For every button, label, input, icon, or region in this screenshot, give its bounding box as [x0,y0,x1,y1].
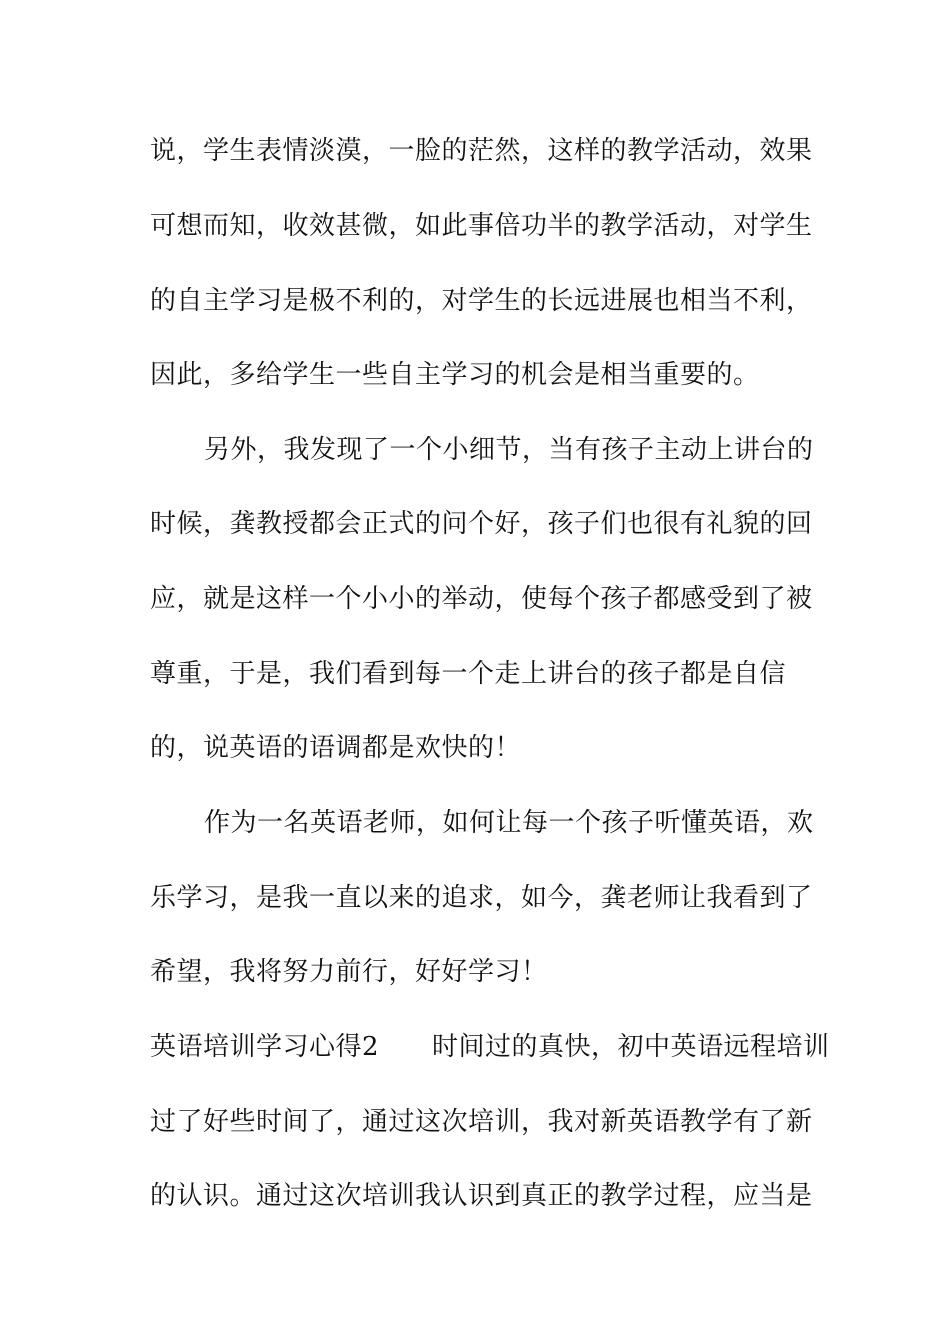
text-line: 因此，多给学生一些自主学习的机会是相当重要的。 [150,360,760,390]
text-line: 应，就是这样一个小小的举动，使每个孩子都感受到了被 [150,584,813,614]
text-line: 说，学生表情淡漠，一脸的茫然，这样的教学活动，效果 [150,136,813,166]
text-line: 的，说英语的语调都是欢快的！ [150,733,522,763]
text-line: 尊重，于是，我们看到每一个走上讲台的孩子都是自信 [150,659,787,689]
text-line: 乐学习，是我一直以来的追求，如今，龚老师让我看到了 [150,883,813,913]
text-line: 的认识。通过这次培训我认识到真正的教学过程，应当是 [150,1181,813,1211]
section-heading-line: 英语培训学习心得2 时间过的真快，初中英语远程培训 [150,1032,830,1062]
text-line: 的自主学习是极不利的，对学生的长远进展也相当不利， [150,286,813,316]
text-line: 过了好些时间了，通过这次培训，我对新英语教学有了新 [150,1107,813,1137]
text-line: 希望，我将努力前行，好好学习！ [150,957,548,987]
paragraph-first-line: 另外，我发现了一个小细节，当有孩子主动上讲台的 [204,435,814,465]
text-line: 时候，龚教授都会正式的问个好，孩子们也很有礼貌的回 [150,509,813,539]
paragraph-first-line: 作为一名英语老师，如何让每一个孩子听懂英语，欢 [204,808,814,838]
text-line: 可想而知，收效甚微，如此事倍功半的教学活动，对学生 [150,211,813,241]
